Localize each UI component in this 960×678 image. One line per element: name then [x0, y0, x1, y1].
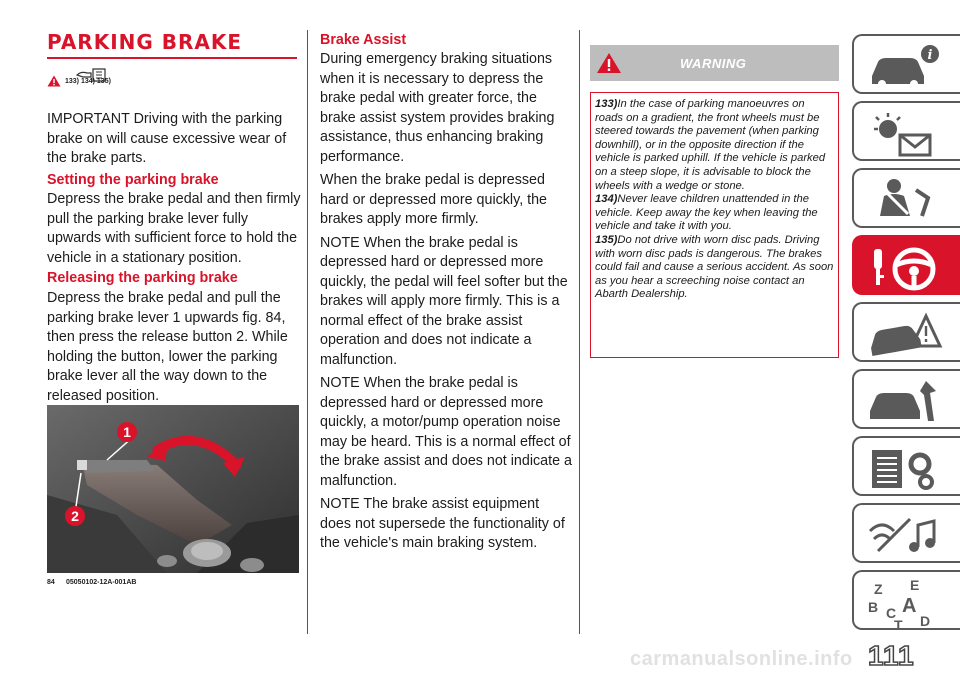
parking-brake-figure — [47, 405, 299, 573]
brake-assist-p1: During emergency braking situations when it is necessary to depress the brake pedal with greater force, the brake assist system provides braking assistance, thus enhancing braking performance. — [320, 51, 555, 165]
index-letter: E — [910, 578, 920, 593]
warning-header — [590, 45, 839, 81]
car-maintenance-icon — [864, 377, 944, 425]
warning-num: 135) — [595, 233, 618, 246]
brake-assist-p2: When the brake pedal is depressed hard or depressed more quickly, the brakes apply more firmly. — [320, 172, 548, 227]
page-title: PARKING BRAKE — [47, 30, 243, 54]
technical-data-icon — [864, 444, 944, 492]
tab-starting-driving[interactable] — [852, 235, 960, 295]
warning-title: WARNING — [680, 56, 747, 71]
car-emergency-icon — [864, 310, 944, 358]
tab-technical-data[interactable] — [852, 436, 960, 496]
key-steering-wheel-icon — [864, 243, 944, 291]
title-rule — [47, 57, 297, 59]
index-letter: D — [920, 613, 931, 629]
brake-assist-heading: Brake Assist — [320, 32, 407, 48]
figure-number: 84 — [47, 579, 55, 586]
figure-code: 05050102-12A-001AB — [66, 579, 137, 586]
reference-numbers: 133) 134) 135) — [65, 77, 111, 85]
seat-belt-person-icon — [864, 176, 944, 224]
index-letter: B — [868, 599, 879, 615]
index-letter: Z — [874, 581, 883, 597]
tab-warning-lights[interactable] — [852, 101, 960, 161]
warning-num: 134) — [595, 193, 618, 206]
tab-emergency[interactable] — [852, 302, 960, 362]
warning-box — [590, 92, 839, 358]
warning-item-133 — [595, 98, 834, 193]
important-note: IMPORTANT Driving with the parking brake on will cause excessive wear of the brake parts. — [47, 111, 287, 166]
warning-item-135 — [595, 234, 834, 302]
parking-brake-illustration — [47, 405, 299, 573]
tab-car-info[interactable] — [852, 34, 960, 94]
index-letter: C — [886, 605, 897, 621]
column-divider-2 — [579, 30, 580, 634]
index-letter: T — [894, 617, 903, 630]
brake-assist-p5: NOTE The brake assist equipment does not supersede the functionality of the vehicle's main braking system. — [320, 496, 565, 551]
column-divider-1 — [307, 30, 308, 634]
warning-item-134 — [595, 193, 834, 234]
callout-1: 1 — [123, 424, 131, 440]
index-letter: A — [902, 595, 917, 617]
warning-text: Do not drive with worn disc pads. Driving with worn disc pads is dangerous. The brakes could fail and cause a serious accident. As soon as you hear a screeching noise contact an Abarth Dealership. — [595, 233, 834, 301]
multimedia-icon — [864, 511, 944, 559]
warning-text: In the case of parking manoeuvres on roads on a gradient, the front wheels must be steered towards the pavement (when parking downhill), or in the opposite direction if the vehicle is parked uphill. If the vehicle is parked on a steep slope, it is advisable to block the wheels with a wedge or stone. — [595, 98, 826, 192]
callout-2: 2 — [71, 508, 79, 524]
watermark: carmanualsonline.info — [630, 648, 853, 670]
warning-triangle-icon — [596, 52, 622, 74]
alphabetical-index-icon — [864, 578, 944, 630]
warning-triangle-icon — [47, 75, 61, 87]
warning-light-mail-icon — [864, 109, 944, 157]
brake-assist-p3: NOTE When the brake pedal is depressed hard or depressed more quickly, the pedal will feel softer but the brakes will apply more firmly. This is a normal effect of the brake assist operation and does not indicate a malfunction. — [320, 234, 568, 368]
tab-index[interactable] — [852, 570, 960, 630]
setting-heading: Setting the parking brake — [47, 172, 219, 188]
warning-references — [47, 74, 111, 88]
svg-text:i: i — [927, 48, 933, 63]
warning-text: Never leave children unattended in the vehicle. Keep away the key when leaving the vehicle and take it with you. — [595, 193, 818, 233]
warning-num: 133) — [595, 98, 618, 110]
tab-multimedia[interactable] — [852, 503, 960, 563]
figure-caption — [47, 579, 299, 591]
tab-maintenance[interactable] — [852, 369, 960, 429]
setting-text: Depress the brake pedal and then firmly pull the parking brake lever fully upwards with sufficient force to hold the vehicle in a stationary position. — [47, 191, 301, 266]
brake-assist-p4: NOTE When the brake pedal is depressed hard or depressed more quickly, a motor/pump operation noise may be heard. This is a normal effect of the brake assist and does not indicate a malfunction. — [320, 375, 572, 489]
releasing-text: Depress the brake pedal and pull the parking brake lever 1 upwards fig. 84, then press the release button 2. While holding the button, lower the parking brake lever all the way down to the released position. — [47, 290, 288, 404]
car-info-icon — [864, 42, 944, 90]
releasing-heading: Releasing the parking brake — [47, 270, 238, 286]
tab-safety[interactable] — [852, 168, 960, 228]
brake-assist-section — [320, 30, 572, 558]
page-number: 111 — [868, 640, 915, 671]
